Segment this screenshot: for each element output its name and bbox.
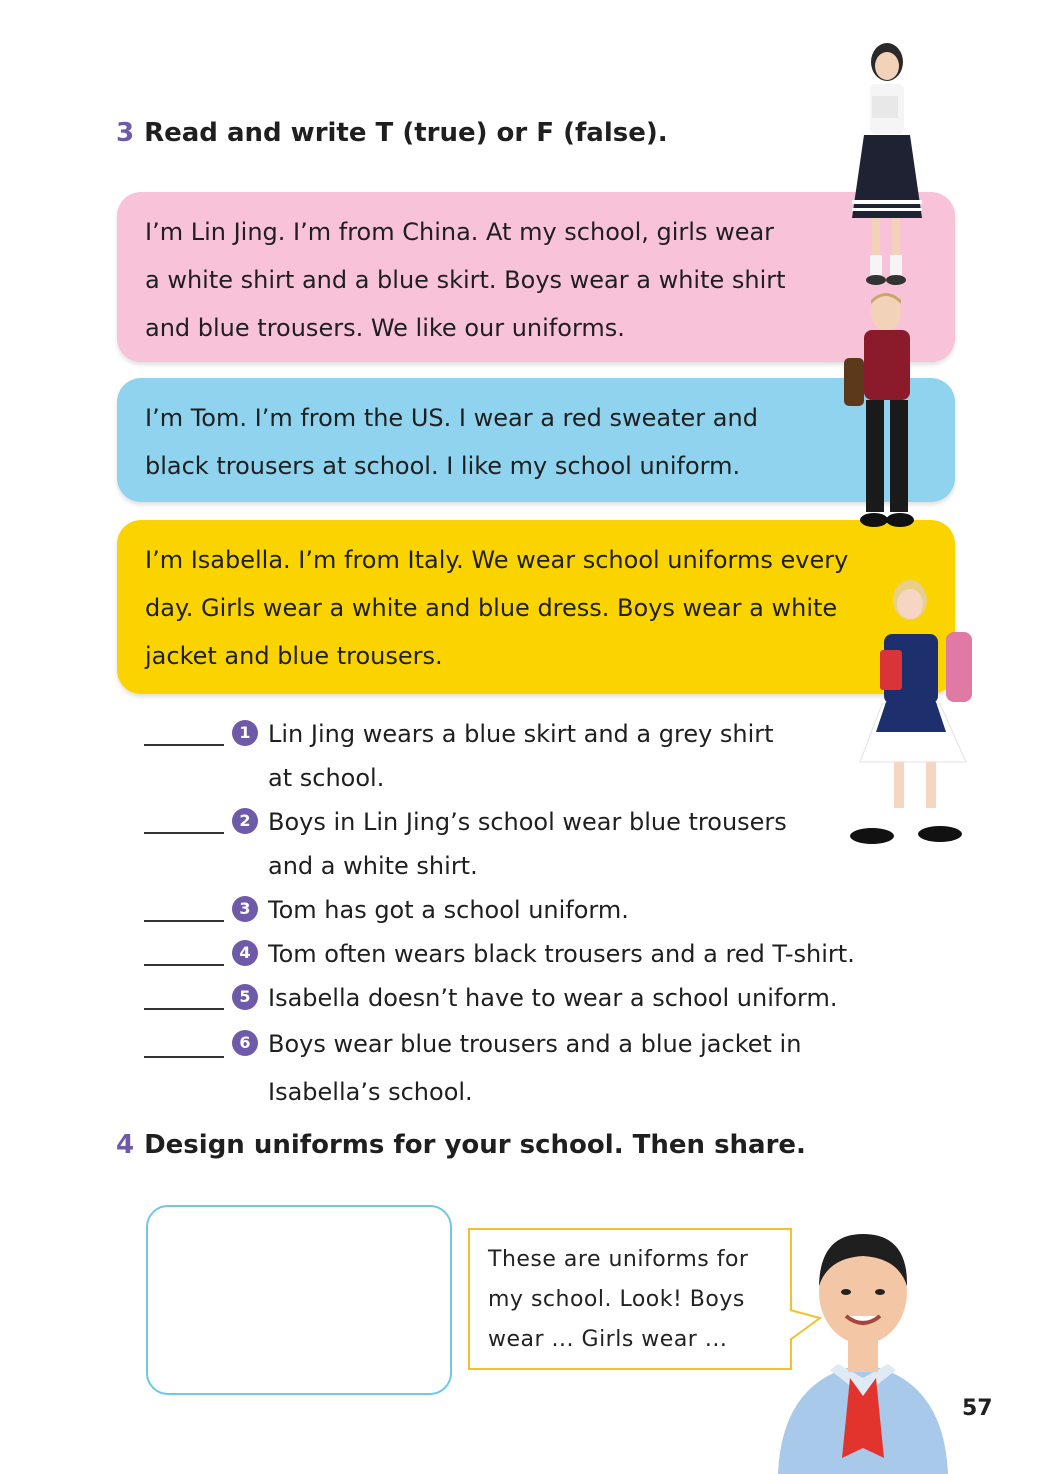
exercise-number: 4 [116,1130,135,1160]
text-line: a white shirt and a blue skirt. Boys wear a white shirt [145,266,786,294]
question-text [268,712,944,800]
question-line: at school. [268,764,385,792]
answer-blank[interactable] [144,744,224,746]
text-line: black trousers at school. I like my school uniform. [145,452,741,480]
question-number-badge: 5 [232,984,258,1010]
answer-blank[interactable] [144,1056,224,1058]
question-number-badge: 3 [232,896,258,922]
question-text [268,800,834,888]
lin-jing-text-box [117,192,955,362]
question-line: Tom often wears black trousers and a red T-shirt. [268,940,855,968]
question-number-badge: 6 [232,1030,258,1056]
answer-blank[interactable] [144,920,224,922]
text-line: jacket and blue trousers. [145,642,443,670]
text-line: day. Girls wear a white and blue dress. Boys wear a white [145,594,838,622]
exercise-number: 3 [116,118,135,148]
question-3 [144,888,944,932]
page-number: 57 [962,1396,993,1421]
question-text [268,976,944,1020]
question-line: Boys in Lin Jing’s school wear blue trousers [268,808,787,836]
bubble-line: my school. Look! Boys [488,1287,745,1312]
text-line: I’m Tom. I’m from the US. I wear a red sweater and [145,404,758,432]
text-line: and blue trousers. We like our uniforms. [145,314,625,342]
question-6 [144,1020,944,1116]
question-line: Boys wear blue trousers and a blue jacket in [268,1030,802,1058]
question-4 [144,932,944,976]
question-number-badge: 2 [232,808,258,834]
question-5 [144,976,944,1020]
exercise-title: Read and write T (true) or F (false). [144,118,668,148]
question-line: Tom has got a school uniform. [268,896,629,924]
question-line: Isabella doesn’t have to wear a school uniform. [268,984,838,1012]
question-text [268,932,944,976]
speech-bubble [468,1228,792,1370]
question-2 [144,800,944,888]
text-line: I’m Lin Jing. I’m from China. At my school, girls wear [145,218,775,246]
isabella-text-box [117,520,955,694]
exercise-4-heading [116,1130,806,1160]
answer-blank[interactable] [144,1008,224,1010]
question-text [268,1020,944,1116]
tom-illustration [836,288,931,546]
answer-blank[interactable] [144,964,224,966]
exercise-3-heading [116,118,668,148]
lin-jing-illustration [842,40,932,290]
question-number-badge: 4 [232,940,258,966]
answer-blank[interactable] [144,832,224,834]
exercise-title: Design uniforms for your school. Then share. [144,1130,806,1160]
uniform-drawing-area[interactable] [146,1205,452,1395]
question-line: and a white shirt. [268,852,478,880]
question-text [268,888,944,932]
question-number-badge: 1 [232,720,258,746]
bubble-line: wear ... Girls wear ... [488,1327,728,1352]
question-1 [144,712,944,800]
tom-text-box [117,378,955,502]
question-line: Isabella’s school. [268,1078,473,1106]
text-line: I’m Isabella. I’m from Italy. We wear school uniforms every [145,546,849,574]
bubble-line: These are uniforms for [488,1247,749,1272]
question-line: Lin Jing wears a blue skirt and a grey shirt [268,720,774,748]
boy-illustration [768,1228,958,1474]
